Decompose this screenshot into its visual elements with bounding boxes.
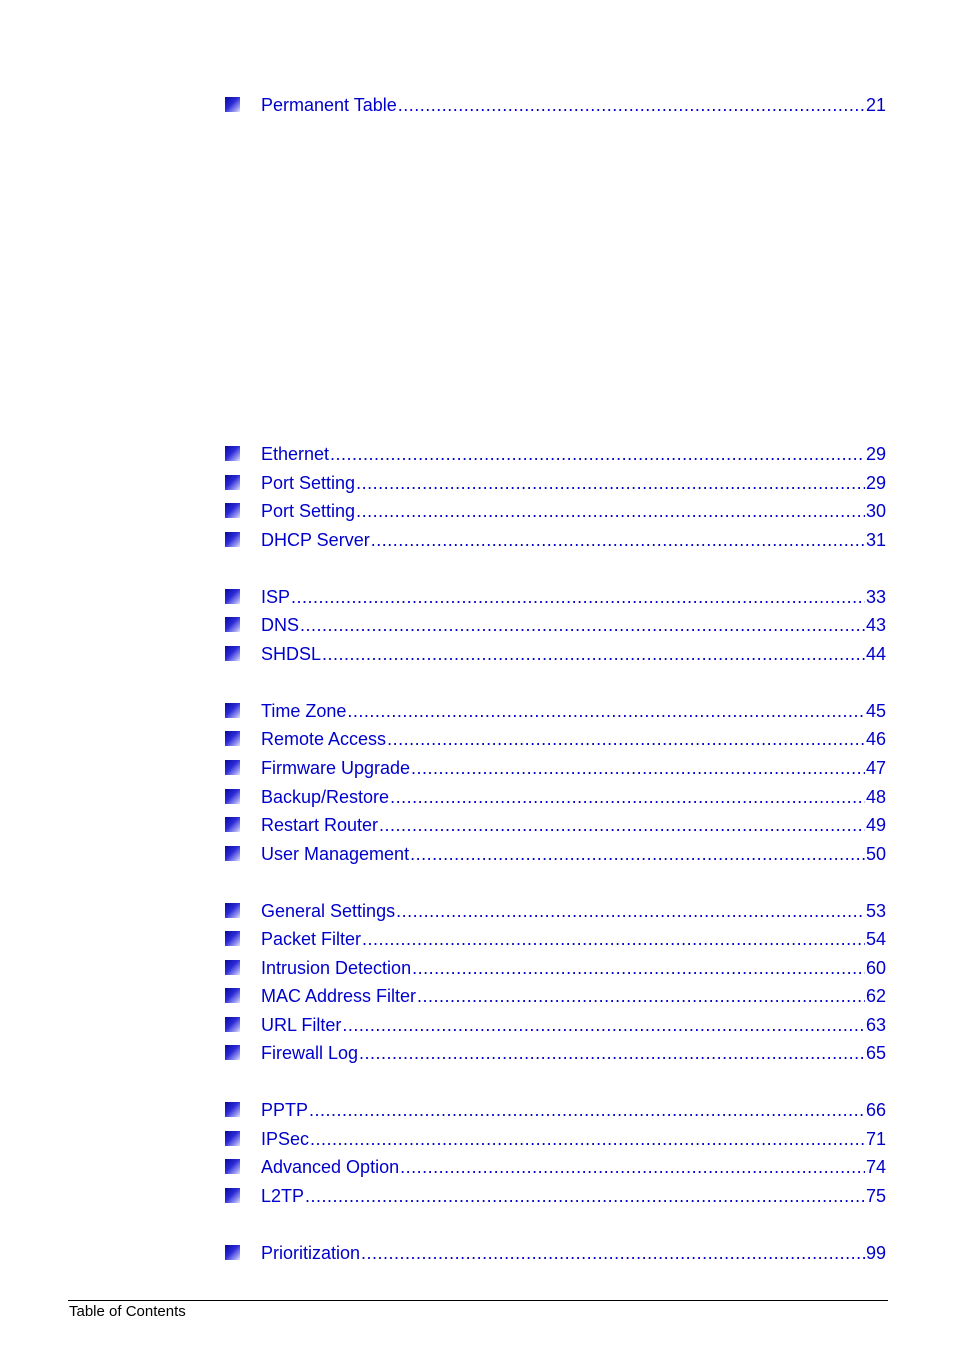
toc-entry-page: 31 xyxy=(865,530,886,550)
footer-divider xyxy=(68,1300,888,1301)
toc-entry-ipsec[interactable] xyxy=(224,1128,886,1152)
bullet-icon xyxy=(225,903,240,918)
toc-entry-page: 30 xyxy=(865,501,886,521)
bullet-icon xyxy=(225,589,240,604)
bullet-icon xyxy=(225,1245,240,1260)
bullet-icon xyxy=(225,646,240,661)
toc-entry-page: 46 xyxy=(865,729,886,749)
dot-leader xyxy=(347,700,865,722)
toc-entry-page: 66 xyxy=(865,1100,886,1120)
toc-entry-firmware-upgrade[interactable] xyxy=(224,757,886,781)
dot-leader xyxy=(309,1099,865,1121)
dot-leader xyxy=(322,643,865,665)
toc-entry-shdsl[interactable] xyxy=(224,643,886,667)
toc-entry-page: 74 xyxy=(865,1157,886,1177)
dot-leader xyxy=(330,443,865,465)
bullet-icon xyxy=(225,617,240,632)
toc-entry-advanced-option[interactable] xyxy=(224,1156,886,1180)
dot-leader xyxy=(417,985,865,1007)
toc-entry-page: 21 xyxy=(865,95,886,115)
bullet-icon xyxy=(225,760,240,775)
toc-entry-label: DHCP Server xyxy=(261,530,370,550)
bullet-icon xyxy=(225,532,240,547)
dot-leader xyxy=(371,529,865,551)
toc-entry-label: Intrusion Detection xyxy=(261,958,412,978)
toc-entry-packet-filter[interactable] xyxy=(224,928,886,952)
dot-leader xyxy=(310,1128,865,1150)
toc-entry-page: 49 xyxy=(865,815,886,835)
toc-entry-page: 43 xyxy=(865,615,886,635)
bullet-icon xyxy=(225,789,240,804)
toc-entry-label: Packet Filter xyxy=(261,929,362,949)
toc-entry-label: Prioritization xyxy=(261,1243,361,1263)
toc-entry-label: General Settings xyxy=(261,901,396,921)
toc-entry-label: Port Setting xyxy=(261,473,356,493)
toc-entry-page: 60 xyxy=(865,958,886,978)
toc-entry-label: L2TP xyxy=(261,1186,305,1206)
dot-leader xyxy=(390,786,865,808)
toc-entry-label: Firmware Upgrade xyxy=(261,758,411,778)
toc-entry-label: DNS xyxy=(261,615,300,635)
toc-entry-page: 47 xyxy=(865,758,886,778)
toc-entry-label: URL Filter xyxy=(261,1015,342,1035)
toc-entry-ethernet[interactable] xyxy=(224,443,886,467)
toc-entry-firewall-log[interactable] xyxy=(224,1042,886,1066)
toc-entry-page: 75 xyxy=(865,1186,886,1206)
dot-leader xyxy=(361,1242,865,1264)
bullet-icon xyxy=(225,846,240,861)
toc-entry-page: 62 xyxy=(865,986,886,1006)
dot-leader xyxy=(412,957,865,979)
bullet-icon xyxy=(225,446,240,461)
dot-leader xyxy=(291,586,865,608)
bullet-icon xyxy=(225,960,240,975)
toc-entry-label: Restart Router xyxy=(261,815,379,835)
toc-entry-backup-restore[interactable] xyxy=(224,786,886,810)
dot-leader xyxy=(356,472,865,494)
toc-entry-remote-access[interactable] xyxy=(224,728,886,752)
toc-entry-page: 44 xyxy=(865,644,886,664)
bullet-icon xyxy=(225,1017,240,1032)
toc-entry-page: 29 xyxy=(865,473,886,493)
toc-entry-pptp[interactable] xyxy=(224,1099,886,1123)
toc-entry-intrusion-detection[interactable] xyxy=(224,957,886,981)
dot-leader xyxy=(400,1156,865,1178)
toc-entry-page: 54 xyxy=(865,929,886,949)
toc-entry-label: Advanced Option xyxy=(261,1157,400,1177)
toc-entry-label: ISP xyxy=(261,587,291,607)
toc-entry-isp[interactable] xyxy=(224,586,886,610)
dot-leader xyxy=(356,500,865,522)
bullet-icon xyxy=(225,703,240,718)
toc-entry-label: PPTP xyxy=(261,1100,309,1120)
dot-leader xyxy=(359,1042,865,1064)
bullet-icon xyxy=(225,1045,240,1060)
toc-entry-time-zone[interactable] xyxy=(224,700,886,724)
bullet-icon xyxy=(225,1159,240,1174)
toc-entry-label: IPSec xyxy=(261,1129,310,1149)
dot-leader xyxy=(396,900,865,922)
toc-entry-page: 63 xyxy=(865,1015,886,1035)
toc-entry-label: SHDSL xyxy=(261,644,322,664)
bullet-icon xyxy=(225,503,240,518)
toc-entry-page: 50 xyxy=(865,844,886,864)
toc-entry-page: 65 xyxy=(865,1043,886,1063)
toc-entry-page: 29 xyxy=(865,444,886,464)
bullet-icon xyxy=(225,97,240,112)
toc-entry-label: Remote Access xyxy=(261,729,387,749)
bullet-icon xyxy=(225,931,240,946)
toc-entry-l2tp[interactable] xyxy=(224,1185,886,1209)
toc-entry-page: 71 xyxy=(865,1129,886,1149)
toc-entry-page: 99 xyxy=(865,1243,886,1263)
toc-entry-label: MAC Address Filter xyxy=(261,986,417,1006)
dot-leader xyxy=(410,843,865,865)
dot-leader xyxy=(342,1014,865,1036)
toc-entry-restart-router[interactable] xyxy=(224,814,886,838)
toc-entry-label: Firewall Log xyxy=(261,1043,359,1063)
bullet-icon xyxy=(225,1102,240,1117)
toc-entry-port-setting[interactable] xyxy=(224,500,886,524)
toc-entry-label: Time Zone xyxy=(261,701,347,721)
toc-entry-page: 53 xyxy=(865,901,886,921)
toc-entry-url-filter[interactable] xyxy=(224,1014,886,1038)
toc-entry-label: Backup/Restore xyxy=(261,787,390,807)
toc-entry-dhcp-server[interactable] xyxy=(224,529,886,553)
dot-leader xyxy=(379,814,865,836)
toc-entry-label: User Management xyxy=(261,844,410,864)
toc-entry-prioritization[interactable] xyxy=(224,1242,886,1266)
toc-entry-label: Permanent Table xyxy=(261,95,397,115)
toc-entry-label: Ethernet xyxy=(261,444,330,464)
toc-entry-page: 48 xyxy=(865,787,886,807)
dot-leader xyxy=(411,757,865,779)
bullet-icon xyxy=(225,1131,240,1146)
dot-leader xyxy=(305,1185,865,1207)
bullet-icon xyxy=(225,1188,240,1203)
bullet-icon xyxy=(225,817,240,832)
dot-leader xyxy=(300,614,865,636)
dot-leader xyxy=(387,728,865,750)
dot-leader xyxy=(398,94,865,116)
dot-leader xyxy=(362,928,865,950)
toc-entry-general-settings[interactable] xyxy=(224,900,886,924)
toc-entry-page: 45 xyxy=(865,701,886,721)
toc-entry-mac-address-filter[interactable] xyxy=(224,985,886,1009)
bullet-icon xyxy=(225,988,240,1003)
bullet-icon xyxy=(225,731,240,746)
toc-entry-label: Port Setting xyxy=(261,501,356,521)
bullet-icon xyxy=(225,475,240,490)
footer-title: Table of Contents xyxy=(69,1303,186,1320)
toc-entry-port-setting[interactable] xyxy=(224,472,886,496)
toc-entry-permanent-table[interactable] xyxy=(224,94,886,118)
toc-entry-dns[interactable] xyxy=(224,614,886,638)
toc-entry-user-management[interactable] xyxy=(224,843,886,867)
toc-entry-page: 33 xyxy=(865,587,886,607)
